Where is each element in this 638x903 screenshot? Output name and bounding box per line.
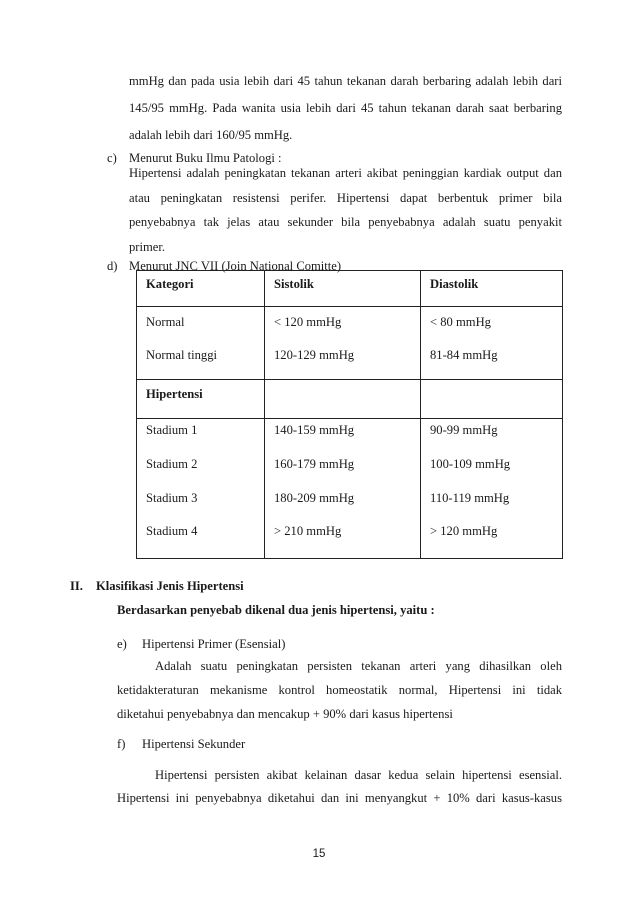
table-cell: 180-209 mmHg [274, 491, 355, 505]
section-title: Klasifikasi Jenis Hipertensi [96, 579, 244, 593]
intro-line: mmHg dan pada usia lebih dari 45 tahun tekanan darah berbaring adalah lebih dari [129, 74, 562, 88]
table-cell-hipertensi: Hipertensi [137, 380, 265, 419]
table-row [137, 380, 563, 419]
table-cell: Normal [146, 315, 185, 329]
page-number: 15 [312, 848, 326, 860]
table-cell: > 210 mmHg [274, 524, 342, 538]
list-item-title: Hipertensi Sekunder [142, 737, 246, 751]
list-marker: f) [117, 737, 126, 751]
paragraph-line: Hipertensi persisten akibat kelainan dasar kedua selain hipertensi esensial. [155, 768, 562, 782]
intro-line: 145/95 mmHg. Pada wanita usia lebih dari 45 tahun tekanan darah saat berbaring [129, 101, 562, 115]
list-marker: d) [107, 259, 118, 273]
table-header-row [137, 271, 563, 307]
table-cell: < 80 mmHg [430, 315, 491, 329]
table-cell: 81-84 mmHg [430, 348, 498, 362]
table-cell-empty [421, 380, 563, 419]
table-row [137, 307, 563, 380]
list-marker: c) [107, 151, 117, 165]
table-cell: < 120 mmHg [274, 315, 342, 329]
list-item-title: Menurut JNC VII (Join National Comitte) [129, 259, 342, 273]
table-cell: 90-99 mmHg [430, 423, 498, 437]
table-cell: Stadium 2 [146, 457, 198, 471]
table-cell: 140-159 mmHg [274, 423, 355, 437]
paragraph-line: diketahui penyebabnya dan mencakup + 90% dari kasus hipertensi [117, 707, 453, 721]
list-item-title: Menurut Buku Ilmu Patologi : [129, 151, 282, 165]
section-subtitle: Berdasarkan penyebab dikenal dua jenis hipertensi, yaitu : [117, 603, 435, 617]
table-cell: 160-179 mmHg [274, 457, 355, 471]
table-cell: 110-119 mmHg [430, 491, 510, 505]
paragraph-line: ketidakteraturan mekanisme kontrol homeostatik normal, Hipertensi ini tidak [117, 683, 562, 697]
list-marker: e) [117, 637, 127, 651]
paragraph-line: Hipertensi ini penyebabnya diketahui dan ini menyangkut + 10% dari kasus-kasus [117, 791, 562, 805]
table-header-sistolik: Sistolik [265, 271, 421, 307]
intro-line: adalah lebih dari 160/95 mmHg. [129, 128, 293, 142]
table-cell: 100-109 mmHg [430, 457, 511, 471]
table-cell: 120-129 mmHg [274, 348, 355, 362]
table-header-diastolik: Diastolik [421, 271, 563, 307]
table-cell: Stadium 4 [146, 524, 198, 538]
table-cell-empty [265, 380, 421, 419]
section-number: II. [70, 579, 83, 593]
paragraph-line: Adalah suatu peningkatan persisten tekanan arteri yang dihasilkan oleh [155, 659, 562, 673]
list-item-title: Hipertensi Primer (Esensial) [142, 637, 286, 651]
table-cell: Stadium 1 [146, 423, 198, 437]
jnc-classification-table [136, 270, 563, 559]
table-cell: > 120 mmHg [430, 524, 498, 538]
paragraph-line: penyebabnya tak jelas atau sekunder bila penyebabnya adalah suatu penyakit [129, 215, 562, 229]
table-cell: Stadium 3 [146, 491, 198, 505]
paragraph-line: Hipertensi adalah peningkatan tekanan arteri akibat peninggian kardiak output dan [129, 166, 562, 180]
table-cell: Normal tinggi [146, 348, 218, 362]
paragraph-line: primer. [129, 240, 166, 254]
table-header-kategori: Kategori [137, 271, 265, 307]
paragraph-line: atau peningkatan resistensi perifer. Hipertensi dapat berbentuk primer bila [129, 191, 562, 205]
table-row [137, 419, 563, 559]
